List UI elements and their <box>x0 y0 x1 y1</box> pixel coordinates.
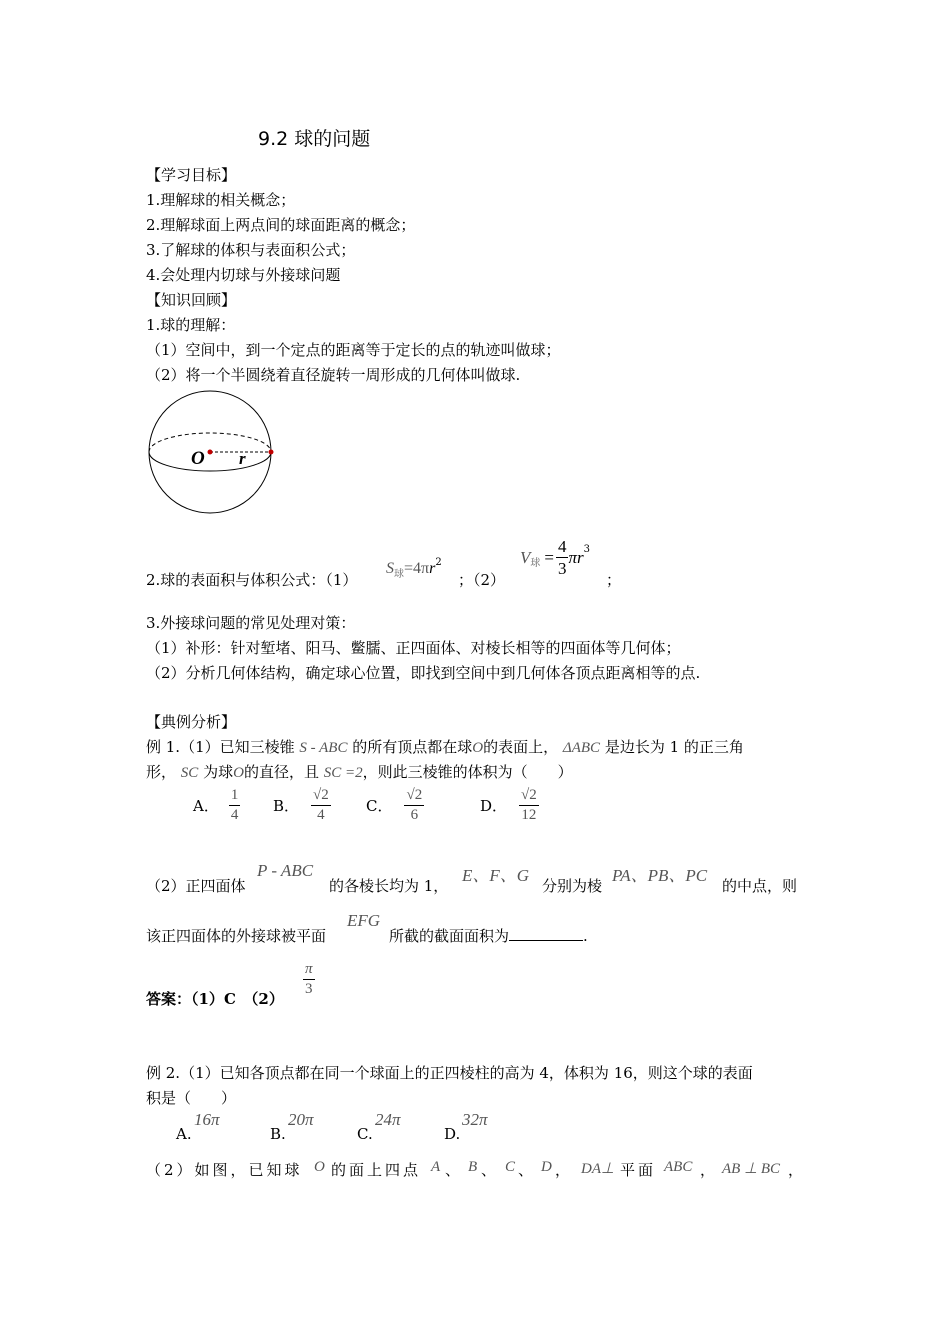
goal-item: 2.理解球面上两点间的球面距离的概念； <box>146 216 416 234</box>
example-1-part-2-text: 的中点，则 <box>722 877 798 895</box>
option-b-value[interactable]: 20π <box>288 1110 314 1129</box>
page-title: 9.2 球的问题 <box>258 128 371 150</box>
example-1-line-1: 例 1.（1）已知三棱锥 S - ABC 的所有顶点都在球O的表面上， ΔABC 是边长为 1 的正三角 <box>146 738 744 756</box>
example-2-part-2-lead: （2）如图，已知球 <box>146 1161 303 1179</box>
math-pabc: P - ABC <box>257 861 314 880</box>
option-a[interactable]: A． $\frac{1}{4}$ <box>193 787 239 823</box>
formula-separator: ；（2） <box>458 571 506 589</box>
math-efg-points: E、F、G <box>462 866 530 885</box>
goal-item: 4.会处理内切球与外接球问题 <box>146 266 341 284</box>
option-d-value[interactable]: 32π <box>462 1110 488 1129</box>
formula-end: ； <box>606 571 622 589</box>
example-2-part-2-text: 平面 <box>620 1161 657 1179</box>
section-3-title: 3.外接球问题的常见处理对策： <box>146 614 356 632</box>
answer-blank[interactable] <box>509 926 583 941</box>
option-d[interactable]: D． $\frac{√2}{12}$ <box>480 787 537 823</box>
goal-item: 3.了解球的体积与表面积公式； <box>146 241 356 259</box>
math-a: A <box>431 1159 441 1175</box>
math-abc: ABC <box>664 1159 693 1175</box>
section-1-item: （1）空间中，到一个定点的距离等于定长的点的轨迹叫做球； <box>146 341 561 359</box>
separator: 、 <box>445 1161 461 1179</box>
example-1-part-2-line-2: 该正四面体的外接球被平面 <box>146 927 327 945</box>
math-c: C <box>505 1159 516 1175</box>
separator: 、 <box>518 1161 534 1179</box>
answer-fraction: $\frac{\pi}{3}$ <box>305 961 313 997</box>
math-ab-perp-bc: AB ⊥ BC <box>722 1161 781 1177</box>
surface-area-formula: $S_球=4\pi r^2$ <box>386 557 442 580</box>
review-header: 【知识回顾】 <box>146 291 237 309</box>
math-edges: PA、PB、PC <box>612 866 708 885</box>
option-d-label[interactable]: D. <box>444 1125 461 1143</box>
example-2-part-2-text: 的面上四点 <box>331 1161 422 1179</box>
option-b[interactable]: B． $\frac{√2}{4}$ <box>273 787 329 823</box>
comma: ， <box>555 1161 571 1179</box>
math-d: D <box>541 1159 552 1175</box>
section-3-item: （2）分析几何体结构，确定球心位置，即找到空间中到几何体各顶点距离相等的点. <box>146 664 701 682</box>
example-2-line-2: 积是（ ） <box>146 1089 237 1107</box>
option-a-label[interactable]: A. <box>176 1125 192 1143</box>
math-da-perp: DA⊥ <box>581 1161 615 1177</box>
option-a-value[interactable]: 16π <box>194 1110 220 1129</box>
answer-label: 答案：（1）C （2） <box>146 990 284 1008</box>
option-c-value[interactable]: 24π <box>375 1110 401 1129</box>
math-o: O <box>314 1159 325 1175</box>
sphere-figure <box>144 390 278 518</box>
volume-formula: V 球 = $\frac{4}{3}$ πr 3 <box>520 537 590 578</box>
comma: ， <box>788 1161 804 1179</box>
section-1-item: （2）将一个半圆绕着直径旋转一周形成的几何体叫做球. <box>146 366 521 384</box>
goal-item: 1.理解球的相关概念； <box>146 191 296 209</box>
example-1-line-2: 形， SC 为球O的直径，且 SC =2，则此三棱锥的体积为（ ） <box>146 763 573 781</box>
goals-header: 【学习目标】 <box>146 166 237 184</box>
section-2-lead: 2.球的表面积与体积公式：（1） <box>146 571 358 589</box>
example-1-part-2-lead: （2）正四面体 <box>146 877 246 895</box>
example-1-part-2-line-2: 所截的截面面积为 . <box>389 927 588 945</box>
comma: ， <box>700 1161 716 1179</box>
example-1-part-2-text: 分别为棱 <box>542 877 603 895</box>
example-2-line-1: 例 2.（1）已知各顶点都在同一个球面上的正四棱柱的高为 4，体积为 16，则这个球的表面 <box>146 1064 753 1082</box>
math-plane-efg: EFG <box>347 911 381 930</box>
option-c[interactable]: C． $\frac{√2}{6}$ <box>366 787 423 823</box>
separator: 、 <box>481 1161 497 1179</box>
section-1-title: 1.球的理解： <box>146 316 236 334</box>
option-c-label[interactable]: C. <box>357 1125 373 1143</box>
section-3-item: （1）补形：针对堑堵、阳马、鳖臑、正四面体、对棱长相等的四面体等几何体； <box>146 639 681 657</box>
example-1-part-2-text: 的各棱长均为 1， <box>329 877 449 895</box>
option-b-label[interactable]: B. <box>270 1125 286 1143</box>
examples-header: 【典例分析】 <box>146 713 237 731</box>
radius-label: r <box>239 449 246 468</box>
center-label: O <box>191 448 205 469</box>
math-b: B <box>468 1159 478 1175</box>
